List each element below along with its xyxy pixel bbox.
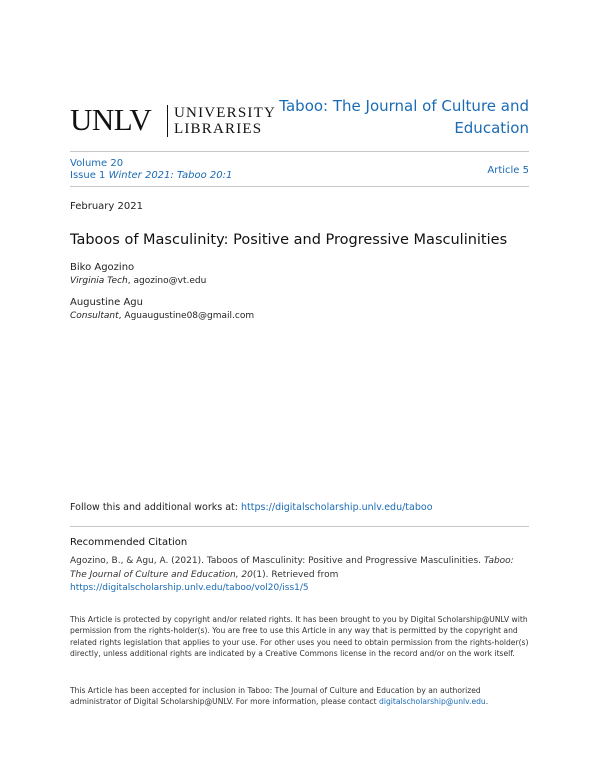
issue-number: Issue 1: [70, 170, 106, 181]
volume-link[interactable]: Volume 20: [70, 158, 124, 169]
acceptance-notice: [70, 685, 532, 708]
affiliation-name: Consultant: [70, 311, 119, 321]
follow-url-link[interactable]: https://digitalscholarship.unlv.edu/taboo: [241, 502, 433, 513]
logo-line-university: UNIVERSITY: [174, 105, 276, 121]
acceptance-text: This Article has been accepted for inclusion in Taboo: The Journal of Culture and Education by an authorized administrator of Digital Scholarship@UNLV. For more information, please contact: [70, 686, 481, 707]
publication-date: February 2021: [70, 201, 143, 212]
issue-detail: Winter 2021: Taboo 20:1: [108, 170, 233, 181]
article-number-link[interactable]: Article 5: [487, 165, 529, 176]
citation-url-link[interactable]: https://digitalscholarship.unlv.edu/taboo/vol20/iss1/5: [70, 583, 309, 593]
follow-text: Follow this and additional works at:: [70, 502, 238, 513]
unlv-logo: UNLV: [70, 102, 152, 137]
header-divider: [70, 151, 529, 152]
contact-email-link[interactable]: digitalscholarship@unlv.edu: [379, 697, 486, 707]
citation-retrieved: (1). Retrieved from: [252, 569, 339, 580]
journal-title-link[interactable]: Taboo: The Journal of Culture and Education: [279, 97, 529, 137]
logo-divider: [167, 105, 168, 137]
acceptance-end: .: [485, 697, 489, 707]
author-email: agozino@vt.edu: [133, 276, 207, 286]
author-email: Aguaugustine08@gmail.com: [124, 311, 255, 321]
author-name: Augustine Agu: [70, 297, 143, 308]
volume-divider: [70, 186, 529, 187]
author-name: Biko Agozino: [70, 262, 135, 273]
university-libraries-logo: [174, 106, 276, 138]
affiliation-name: Virginia Tech: [70, 276, 128, 286]
author-affiliation: Virginia Tech, agozino@vt.edu: [70, 276, 207, 286]
logo-line-libraries: LIBRARIES: [174, 120, 263, 137]
article-title: Taboos of Masculinity: Positive and Progressive Masculinities: [70, 232, 508, 248]
citation-body: Agozino, B., & Agu, A. (2021). Taboos of Masculinity: Positive and Progressive Masculinities.: [70, 556, 482, 566]
author-block-2: [70, 297, 254, 321]
citation-journal: Taboo: The Journal of Culture and Education, 20: [70, 556, 514, 580]
copyright-notice: This Article is protected by copyright and/or related rights. It has been brought to you by Digital Scholarship@UNLV with permission from the rights-holder(s). You are free to use this Article in any way that is permitted by the copyright and related rights legislation that applies to your use. For other uses you need to obtain permission from the rights-holder(s) directly, unless additional rights are indicated by a Creative Commons license in the record and/or on the work itself.: [70, 615, 529, 659]
follow-divider: [70, 526, 529, 527]
citation-text: [70, 555, 532, 596]
follow-line: [70, 502, 433, 513]
author-affiliation: Consultant, Aguaugustine08@gmail.com: [70, 311, 255, 321]
issue-link[interactable]: [70, 169, 232, 182]
recommended-citation-heading: Recommended Citation: [70, 537, 188, 548]
author-block-1: [70, 262, 206, 286]
